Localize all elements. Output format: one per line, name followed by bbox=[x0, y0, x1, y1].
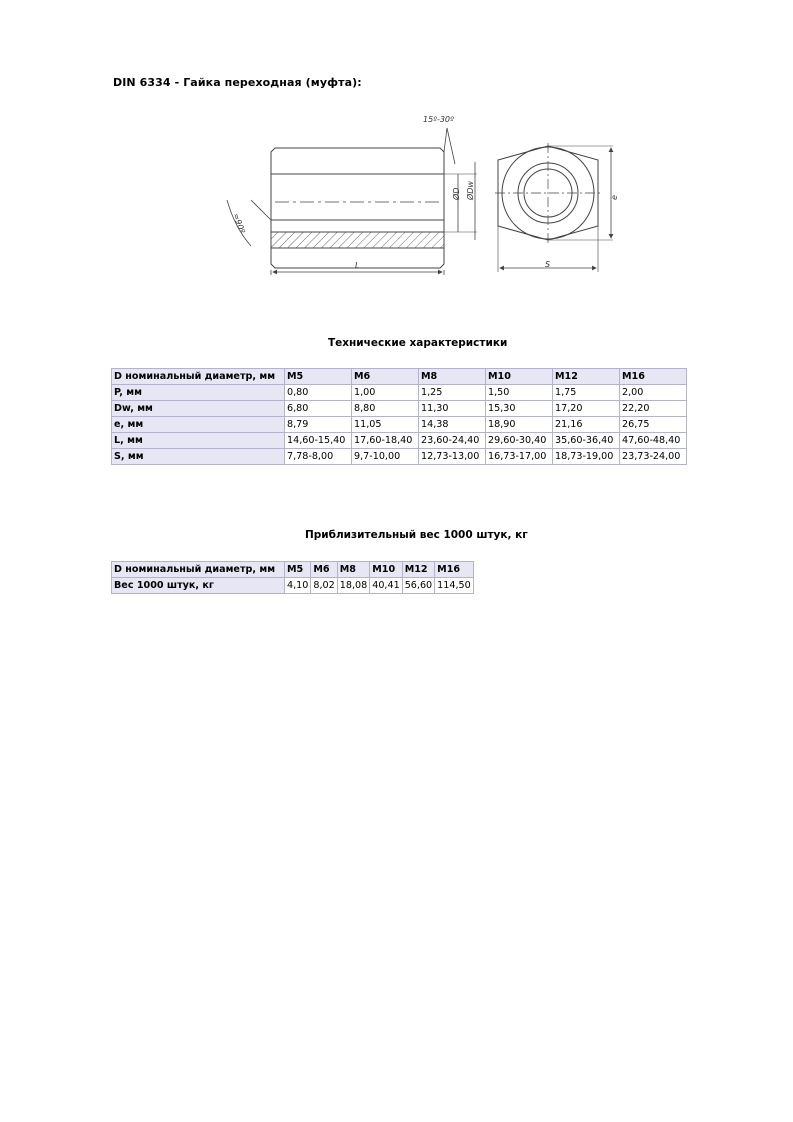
column-header: M6 bbox=[311, 562, 337, 578]
table-cell: 17,60-18,40 bbox=[352, 433, 419, 449]
row-label: Dw, мм bbox=[112, 401, 285, 417]
table-cell: 1,00 bbox=[352, 385, 419, 401]
header-label: D номинальный диаметр, мм bbox=[112, 369, 285, 385]
table-cell: 35,60-36,40 bbox=[553, 433, 620, 449]
table-cell: 12,73-13,00 bbox=[419, 449, 486, 465]
table-cell: 1,75 bbox=[553, 385, 620, 401]
column-header: M16 bbox=[435, 562, 474, 578]
table-cell: 11,30 bbox=[419, 401, 486, 417]
row-label: L, мм bbox=[112, 433, 285, 449]
table-cell: 56,60 bbox=[402, 578, 434, 594]
table-cell: 17,20 bbox=[553, 401, 620, 417]
row-label: S, мм bbox=[112, 449, 285, 465]
document-title: DIN 6334 - Гайка переходная (муфта): bbox=[113, 76, 362, 89]
end-view bbox=[495, 143, 613, 272]
table-cell: 21,16 bbox=[553, 417, 620, 433]
table-cell: 8,02 bbox=[311, 578, 337, 594]
coupling-nut-drawing bbox=[215, 108, 635, 276]
label-across-corners: e bbox=[610, 195, 619, 200]
column-header: M5 bbox=[285, 562, 311, 578]
table-cell: 6,80 bbox=[285, 401, 352, 417]
table-cell: 26,75 bbox=[620, 417, 687, 433]
table-cell: 0,80 bbox=[285, 385, 352, 401]
table-cell: 2,00 bbox=[620, 385, 687, 401]
table-cell: 40,41 bbox=[370, 578, 402, 594]
table-cell: 29,60-30,40 bbox=[486, 433, 553, 449]
table-cell: 7,78-8,00 bbox=[285, 449, 352, 465]
row-label: P, мм bbox=[112, 385, 285, 401]
label-chamfer-angle: 15º-30º bbox=[423, 115, 454, 124]
column-header: M16 bbox=[620, 369, 687, 385]
column-header: M12 bbox=[402, 562, 434, 578]
header-label: D номинальный диаметр, мм bbox=[112, 562, 285, 578]
table-header-row bbox=[112, 562, 474, 578]
label-diameter-dw: ØDw bbox=[466, 181, 475, 200]
table-cell: 15,30 bbox=[486, 401, 553, 417]
table-row bbox=[112, 449, 687, 465]
table-cell: 18,90 bbox=[486, 417, 553, 433]
table-cell: 47,60-48,40 bbox=[620, 433, 687, 449]
table-cell: 8,80 bbox=[352, 401, 419, 417]
table-cell: 23,73-24,00 bbox=[620, 449, 687, 465]
column-header: M10 bbox=[370, 562, 402, 578]
table-row bbox=[112, 417, 687, 433]
table-cell: 9,7-10,00 bbox=[352, 449, 419, 465]
table-row bbox=[112, 401, 687, 417]
column-header: M12 bbox=[553, 369, 620, 385]
table-row bbox=[112, 578, 474, 594]
tech-specs-table bbox=[111, 368, 687, 465]
label-across-flats: S bbox=[545, 260, 551, 269]
table-cell: 1,50 bbox=[486, 385, 553, 401]
table-cell: 11,05 bbox=[352, 417, 419, 433]
table-cell: 14,38 bbox=[419, 417, 486, 433]
column-header: M10 bbox=[486, 369, 553, 385]
table-row bbox=[112, 385, 687, 401]
table-cell: 114,50 bbox=[435, 578, 474, 594]
table-cell: 4,10 bbox=[285, 578, 311, 594]
label-length: L bbox=[355, 261, 360, 270]
table-cell: 18,08 bbox=[337, 578, 369, 594]
table-cell: 14,60-15,40 bbox=[285, 433, 352, 449]
label-countersink-angle: ≈90º bbox=[231, 211, 247, 235]
column-header: M8 bbox=[419, 369, 486, 385]
row-label: Вес 1000 штук, кг bbox=[112, 578, 285, 594]
weight-section-title: Приблизительный вес 1000 штук, кг bbox=[305, 529, 528, 541]
table-cell: 1,25 bbox=[419, 385, 486, 401]
table-cell: 18,73-19,00 bbox=[553, 449, 620, 465]
table-cell: 23,60-24,40 bbox=[419, 433, 486, 449]
table-cell: 16,73-17,00 bbox=[486, 449, 553, 465]
side-view bbox=[227, 128, 477, 275]
column-header: M5 bbox=[285, 369, 352, 385]
table-header-row bbox=[112, 369, 687, 385]
label-diameter-d: ØD bbox=[452, 187, 461, 200]
table-row bbox=[112, 433, 687, 449]
column-header: M8 bbox=[337, 562, 369, 578]
table-cell: 8,79 bbox=[285, 417, 352, 433]
row-label: e, мм bbox=[112, 417, 285, 433]
tech-section-title: Технические характеристики bbox=[328, 337, 508, 349]
table-cell: 22,20 bbox=[620, 401, 687, 417]
column-header: M6 bbox=[352, 369, 419, 385]
weight-table bbox=[111, 561, 474, 594]
